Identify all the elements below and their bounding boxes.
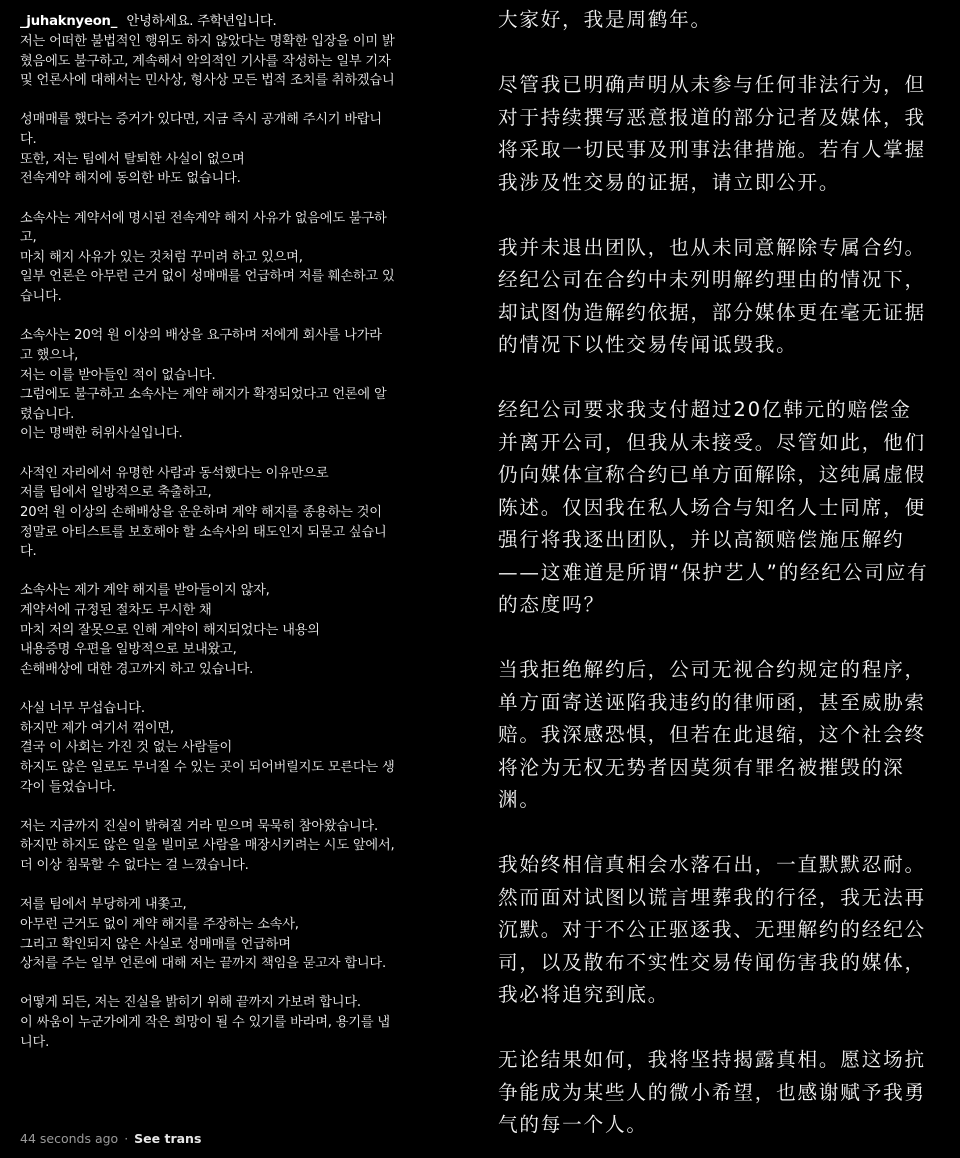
post-text-line: 저는 지금까지 진실이 밝혀질 거라 믿으며 묵묵히 참아왔습니다. <box>20 818 378 834</box>
post-text-line: 사적인 자리에서 유명한 사람과 동석했다는 이유만으로 <box>20 465 329 481</box>
translation-text-line: 渊。 <box>498 788 541 811</box>
translation-text-line: 将采取一切民事及刑事法律措施。若有人掌握 <box>498 138 926 161</box>
post-text-line: 그럼에도 불구하고 소속사는 계약 해지가 확정되었다고 언론에 알 <box>20 387 387 403</box>
post-text-line: 손해배상에 대한 경고까지 하고 있습니다. <box>20 661 254 677</box>
post-text-line: 또한, 저는 팀에서 탈퇴한 사실이 없으며 <box>20 151 245 167</box>
translation-text-line: 强行将我逐出团队，并以高额赔偿施压解约 <box>498 528 905 551</box>
translation-panel <box>478 0 960 1158</box>
post-text-line: 저를 팀에서 일방적으로 축출하고, <box>20 485 212 501</box>
post-text-line: 전속계약 해지에 동의한 바도 없습니다. <box>20 171 241 187</box>
translation-text-line: 争能成为某些人的微小希望，也感谢赋予我勇 <box>498 1080 926 1104</box>
translation-text-line: ——这难道是所谓“保护艺人”的经纪公司应有 <box>498 560 929 584</box>
translation-text-line: 无论结果如何，我将坚持揭露真相。愿这场抗 <box>498 1048 926 1071</box>
post-text-line: 정말로 아티스트를 보호해야 할 소속사의 태도인지 되묻고 싶습니 <box>20 524 387 540</box>
timestamp: 44 seconds ago <box>20 1131 119 1146</box>
post-text-line: 하지만 제가 여기서 꺾이면, <box>20 720 174 736</box>
post-text-line: 일부 언론은 아무런 근거 없이 성매매를 언급하며 저를 훼손하고 있 <box>20 269 395 285</box>
translation-text-line: 司，以及散布不实性交易传闻伤害我的媒体， <box>498 950 926 974</box>
translation-text-line: 我始终相信真相会水落石出，一直默默忍耐。 <box>498 853 926 876</box>
translation-text-line: 然而面对试图以谎言埋葬我的行径，我无法再 <box>498 885 926 909</box>
post-text-line: 저는 어떠한 불법적인 행위도 하지 않았다는 명확한 입장을 이미 밝 <box>20 34 395 49</box>
post-text-line: 다. <box>20 132 37 148</box>
post-text-line: 저를 팀에서 부당하게 내쫓고, <box>20 897 187 913</box>
translation-text-line: 将沦为无权无势者因莫须有罪名被摧毁的深 <box>498 755 905 779</box>
post-text-line: 소속사는 계약서에 명시된 전속계약 해지 사유가 없음에도 불구하 <box>20 210 387 226</box>
translation-text-line: 仍向媒体宣称合约已单方面解除，这纯属虚假 <box>498 463 926 486</box>
username-link[interactable]: _juhaknyeon_ <box>20 14 118 29</box>
post-text-line: 이는 명백한 허위사실입니다. <box>20 426 183 442</box>
post-text-line: 내용증명 우편을 일방적으로 보내왔고, <box>20 642 237 658</box>
post-meta <box>20 1130 201 1148</box>
translation-text-line: 却试图伪造解约依据，部分媒体更在毫无证据 <box>498 300 926 324</box>
translation-text-line: 经纪公司在合约中未列明解约理由的情况下， <box>498 268 926 291</box>
translation-text-line: 我涉及性交易的证据，请立即公开。 <box>498 170 841 194</box>
post-text-line: 이 싸움이 누군가에게 작은 희망이 될 수 있기를 바라며, 용기를 냅 <box>20 1015 390 1030</box>
meta-separator: · <box>124 1131 129 1146</box>
post-text-line: 고, <box>20 230 37 246</box>
translation-text-line: 赔。我深感恐惧，但若在此退缩，这个社会终 <box>498 723 926 746</box>
translation-text-line: 沉默。对于不公正驱逐我、无理解约的经纪公 <box>498 918 926 941</box>
translation-text-line: 经纪公司要求我支付超过20亿韩元的赔偿金 <box>498 398 912 421</box>
translation-text-line: 的情况下以性交易传闻诋毁我。 <box>498 333 798 356</box>
greeting-text: 안녕하세요. 주학년입니다. <box>126 14 277 29</box>
post-text-line: 소속사는 제가 계약 해지를 받아들이지 않자, <box>20 583 270 599</box>
post-text-line: 니다. <box>20 1034 50 1050</box>
translation-text-line: 大家好，我是周鹤年。 <box>498 8 712 31</box>
post-text-line: 각이 들었습니다. <box>20 779 116 795</box>
post-text-line: 결국 이 사회는 가진 것 없는 사람들이 <box>20 740 233 756</box>
translation-text-line: 我必将追究到底。 <box>498 983 670 1006</box>
post-text-line: 습니다. <box>20 289 62 305</box>
translation-text-line: 陈述。仅因我在私人场合与知名人士同席，便 <box>498 495 926 519</box>
post-text-line: 상처를 주는 일부 언론에 대해 저는 끝까지 책임을 묻고자 합니다. <box>20 956 386 972</box>
post-text-line: 다. <box>20 544 37 560</box>
translation-text-line: 对于持续撰写恶意报道的部分记者及媒体，我 <box>498 105 926 129</box>
post-text-line: 사실 너무 무섭습니다. <box>20 701 145 717</box>
post-text-line: 저는 이를 받아들인 적이 없습니다. <box>20 367 216 383</box>
post-text-line: 성매매를 했다는 증거가 있다면, 지금 즉시 공개해 주시기 바랍니 <box>20 112 382 128</box>
post-text-line: 하지도 않은 일로도 무너질 수 있는 곳이 되어버릴지도 모른다는 생 <box>20 759 395 775</box>
post-text-line: 고 했으나, <box>20 347 79 363</box>
post-text-line: 마치 해지 사유가 있는 것처럼 꾸미려 하고 있으며, <box>20 249 303 265</box>
translation-text-line: 当我拒绝解约后，公司无视合约规定的程序， <box>498 658 926 681</box>
post-text-line: 그리고 확인되지 않은 사실로 성매매를 언급하며 <box>20 936 291 952</box>
post-text-line: 마치 저의 잘못으로 인해 계약이 해지되었다는 내용의 <box>20 622 320 638</box>
post-text-line: 20억 원 이상의 손해배상을 운운하며 계약 해지를 종용하는 것이 <box>20 504 382 520</box>
translation-text-line: 我并未退出团队，也从未同意解除专属合约。 <box>498 235 926 259</box>
instagram-post-panel <box>0 0 470 1158</box>
post-text-line: 아무런 근거도 없이 계약 해지를 주장하는 소속사, <box>20 916 299 932</box>
translation-text-line: 的态度吗？ <box>498 593 605 616</box>
post-text-line: 어떻게 되든, 저는 진실을 밝히기 위해 끝까지 가보려 합니다. <box>20 995 361 1011</box>
post-text-line: 렸습니다. <box>20 406 75 422</box>
see-translation-link[interactable]: See trans <box>134 1131 202 1146</box>
translation-text-line: 尽管我已明确声明从未参与任何非法行为，但 <box>498 73 926 96</box>
translation-text-line: 气的每一个人。 <box>498 1113 648 1136</box>
post-text-line: 혔음에도 불구하고, 계속해서 악의적인 기사를 작성하는 일부 기자 <box>20 53 391 69</box>
post-text-line: 및 언론사에 대해서는 민사상, 형사상 모든 법적 조치를 취하겠습니 <box>20 73 395 89</box>
post-header <box>20 12 276 31</box>
post-text-line: 하지만 하지도 않은 일을 빌미로 사람을 매장시키려는 시도 앞에서, <box>20 838 395 854</box>
translation-text-line: 单方面寄送诬陷我违约的律师函，甚至威胁索 <box>498 690 926 714</box>
post-text-line: 소속사는 20억 원 이상의 배상을 요구하며 저에게 회사를 나가라 <box>20 328 382 344</box>
translation-text-line: 并离开公司，但我从未接受。尽管如此，他们 <box>498 430 926 454</box>
post-text-line: 계약서에 규정된 절차도 무시한 채 <box>20 602 212 618</box>
post-text-line: 더 이상 침묵할 수 없다는 걸 느꼈습니다. <box>20 858 249 874</box>
